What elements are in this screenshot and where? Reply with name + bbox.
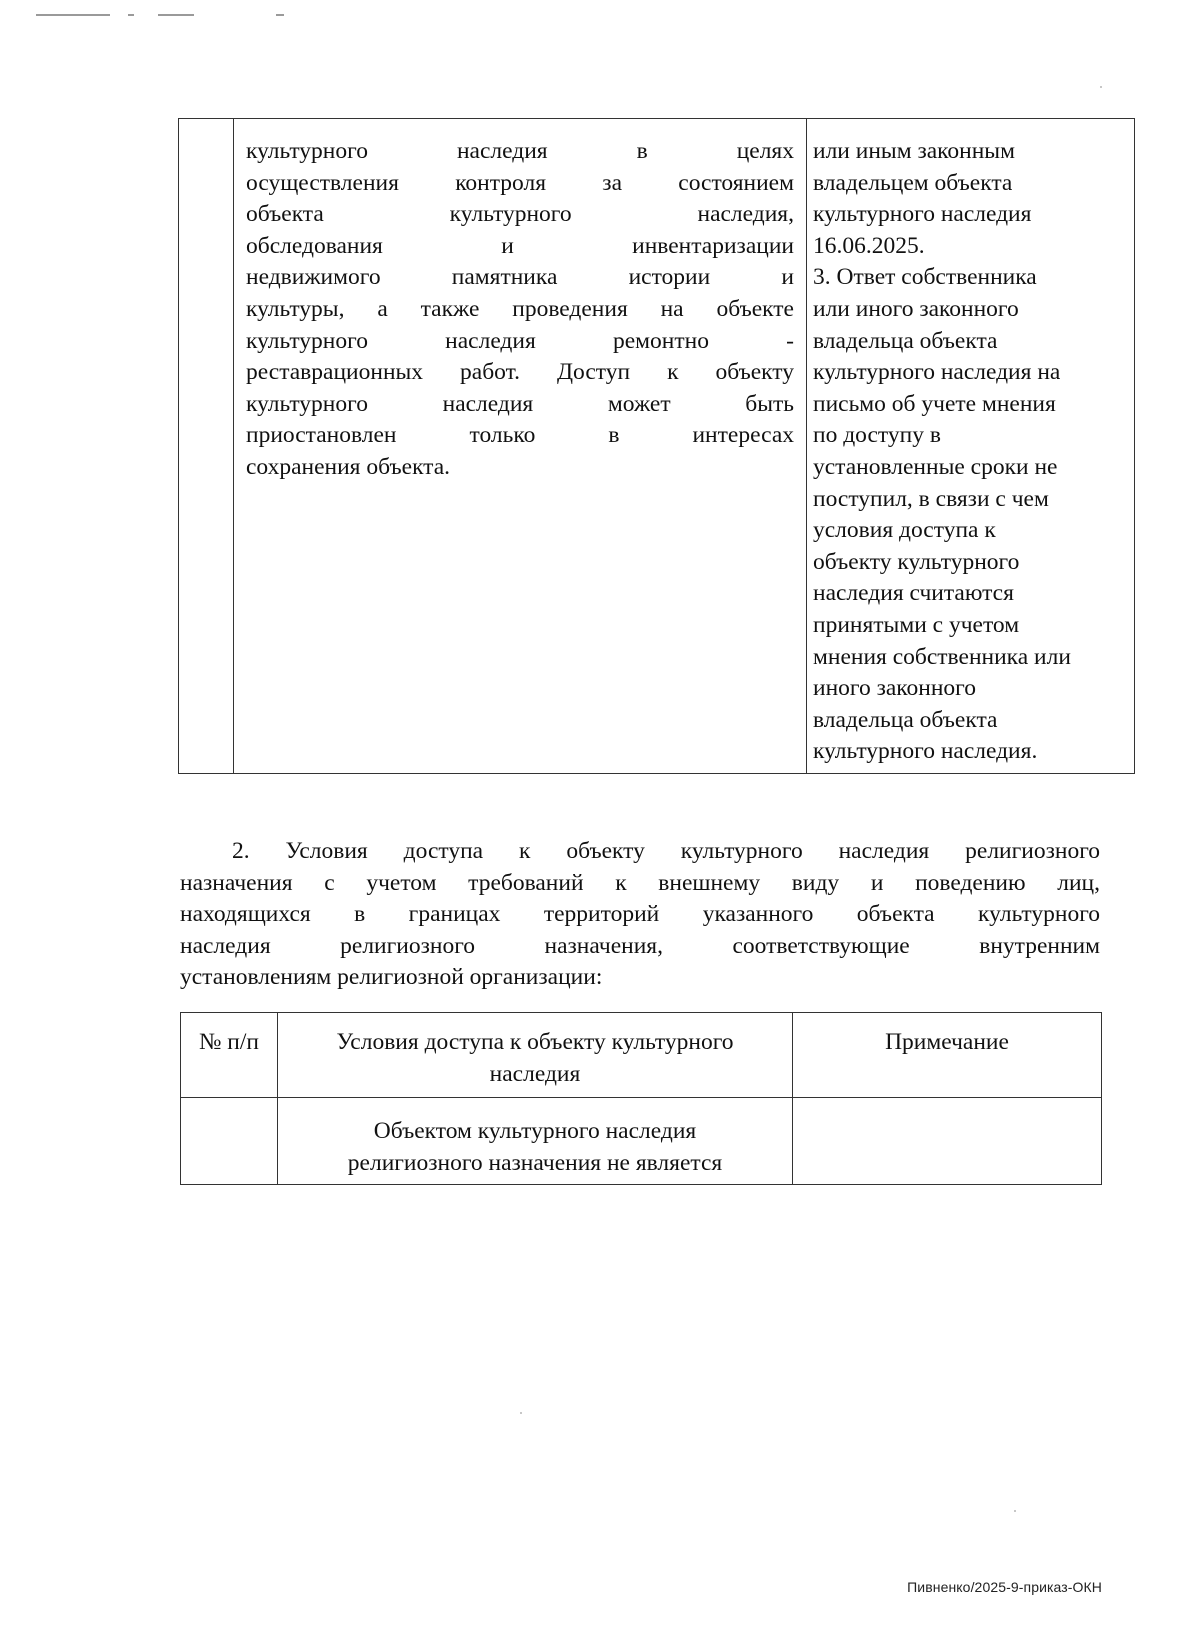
row-number-cell (181, 1098, 278, 1185)
paragraph-line: установлениям религиозной организации: (180, 964, 603, 991)
row-conditions-line: Объектом культурного наследия (373, 1118, 697, 1144)
row-conditions-cell (278, 1098, 793, 1185)
conditions-line: культурного наследия может быть (246, 390, 794, 417)
paragraph-line: 2. Условия доступа к объекту культурного наследия религиозного (232, 838, 1100, 864)
note-line: 16.06.2025. (813, 232, 925, 259)
note-line: объекту культурного (813, 548, 1020, 575)
note-line: культурного наследия на (813, 359, 1061, 386)
note-line: или иным законным (813, 138, 1015, 164)
conditions-line: культурного наследия в целях (246, 138, 794, 164)
header-conditions-line: наследия (489, 1060, 581, 1087)
note-line: принятыми с учетом (813, 611, 1020, 638)
section-2-paragraph (180, 836, 1100, 994)
row-conditions-line: религиозного назначения не является (347, 1149, 723, 1176)
note-line: поступил, в связи с чем (813, 485, 1049, 512)
note-line: условия доступа к (813, 517, 996, 544)
row-number-cell (179, 119, 234, 774)
conditions-line: реставрационных работ. Доступ к объекту (246, 359, 794, 386)
conditions-line: культурного наследия ремонтно - (246, 327, 794, 354)
note-cell (807, 119, 1135, 774)
note-line: мнения собственника или (813, 643, 1071, 670)
note-line: владельцем объекта (813, 169, 1013, 196)
note-line: или иного законного (813, 295, 1019, 322)
scan-speck (1100, 86, 1102, 88)
conditions-line: объекта культурного наследия, (246, 201, 794, 228)
table-header-row (181, 1013, 1102, 1098)
note-line: 3. Ответ собственника (813, 264, 1037, 291)
conditions-line: осуществления контроля за состоянием (246, 169, 794, 196)
note-line: наследия считаются (813, 580, 1014, 607)
paragraph-line: назначения с учетом требований к внешнему виду и поведению лиц, (180, 869, 1100, 896)
conditions-line: культуры, а также проведения на объекте (246, 295, 794, 322)
header-number: № п/п (181, 1013, 278, 1098)
religious-access-conditions-table (180, 1012, 1102, 1185)
conditions-line: обследования и инвентаризации (246, 232, 794, 259)
conditions-line: недвижимого памятника истории и (246, 264, 794, 291)
conditions-line: сохранения объекта. (246, 453, 451, 480)
access-conditions-table-continued (178, 118, 1135, 774)
header-conditions-line: Условия доступа к объекту культурного (336, 1029, 734, 1055)
paragraph-line: наследия религиозного назначения, соответствующие внутренним (180, 932, 1100, 959)
row-note-cell (793, 1098, 1102, 1185)
header-note: Примечание (793, 1013, 1102, 1098)
note-line: установленные сроки не (813, 453, 1058, 480)
note-line: владельца объекта (813, 327, 998, 354)
header-conditions (278, 1013, 793, 1098)
note-line: культурного наследия (813, 201, 1032, 228)
conditions-cell (234, 119, 807, 774)
table-row (181, 1098, 1102, 1185)
note-line: письмо об учете мнения (813, 390, 1056, 417)
note-line: владельца объекта (813, 706, 998, 733)
note-line: по доступу в (813, 422, 941, 449)
scan-speck (520, 1412, 522, 1414)
note-line: культурного наследия. (813, 738, 1038, 765)
table-row (179, 119, 1135, 774)
paragraph-line: находящихся в границах территорий указанного объекта культурного (180, 901, 1100, 928)
conditions-line: приостановлен только в интересах (246, 422, 794, 449)
document-code-footer: Пивненко/2025-9-приказ-ОКН (907, 1579, 1102, 1595)
note-line: иного законного (813, 675, 976, 702)
scan-speck (1014, 1510, 1016, 1512)
